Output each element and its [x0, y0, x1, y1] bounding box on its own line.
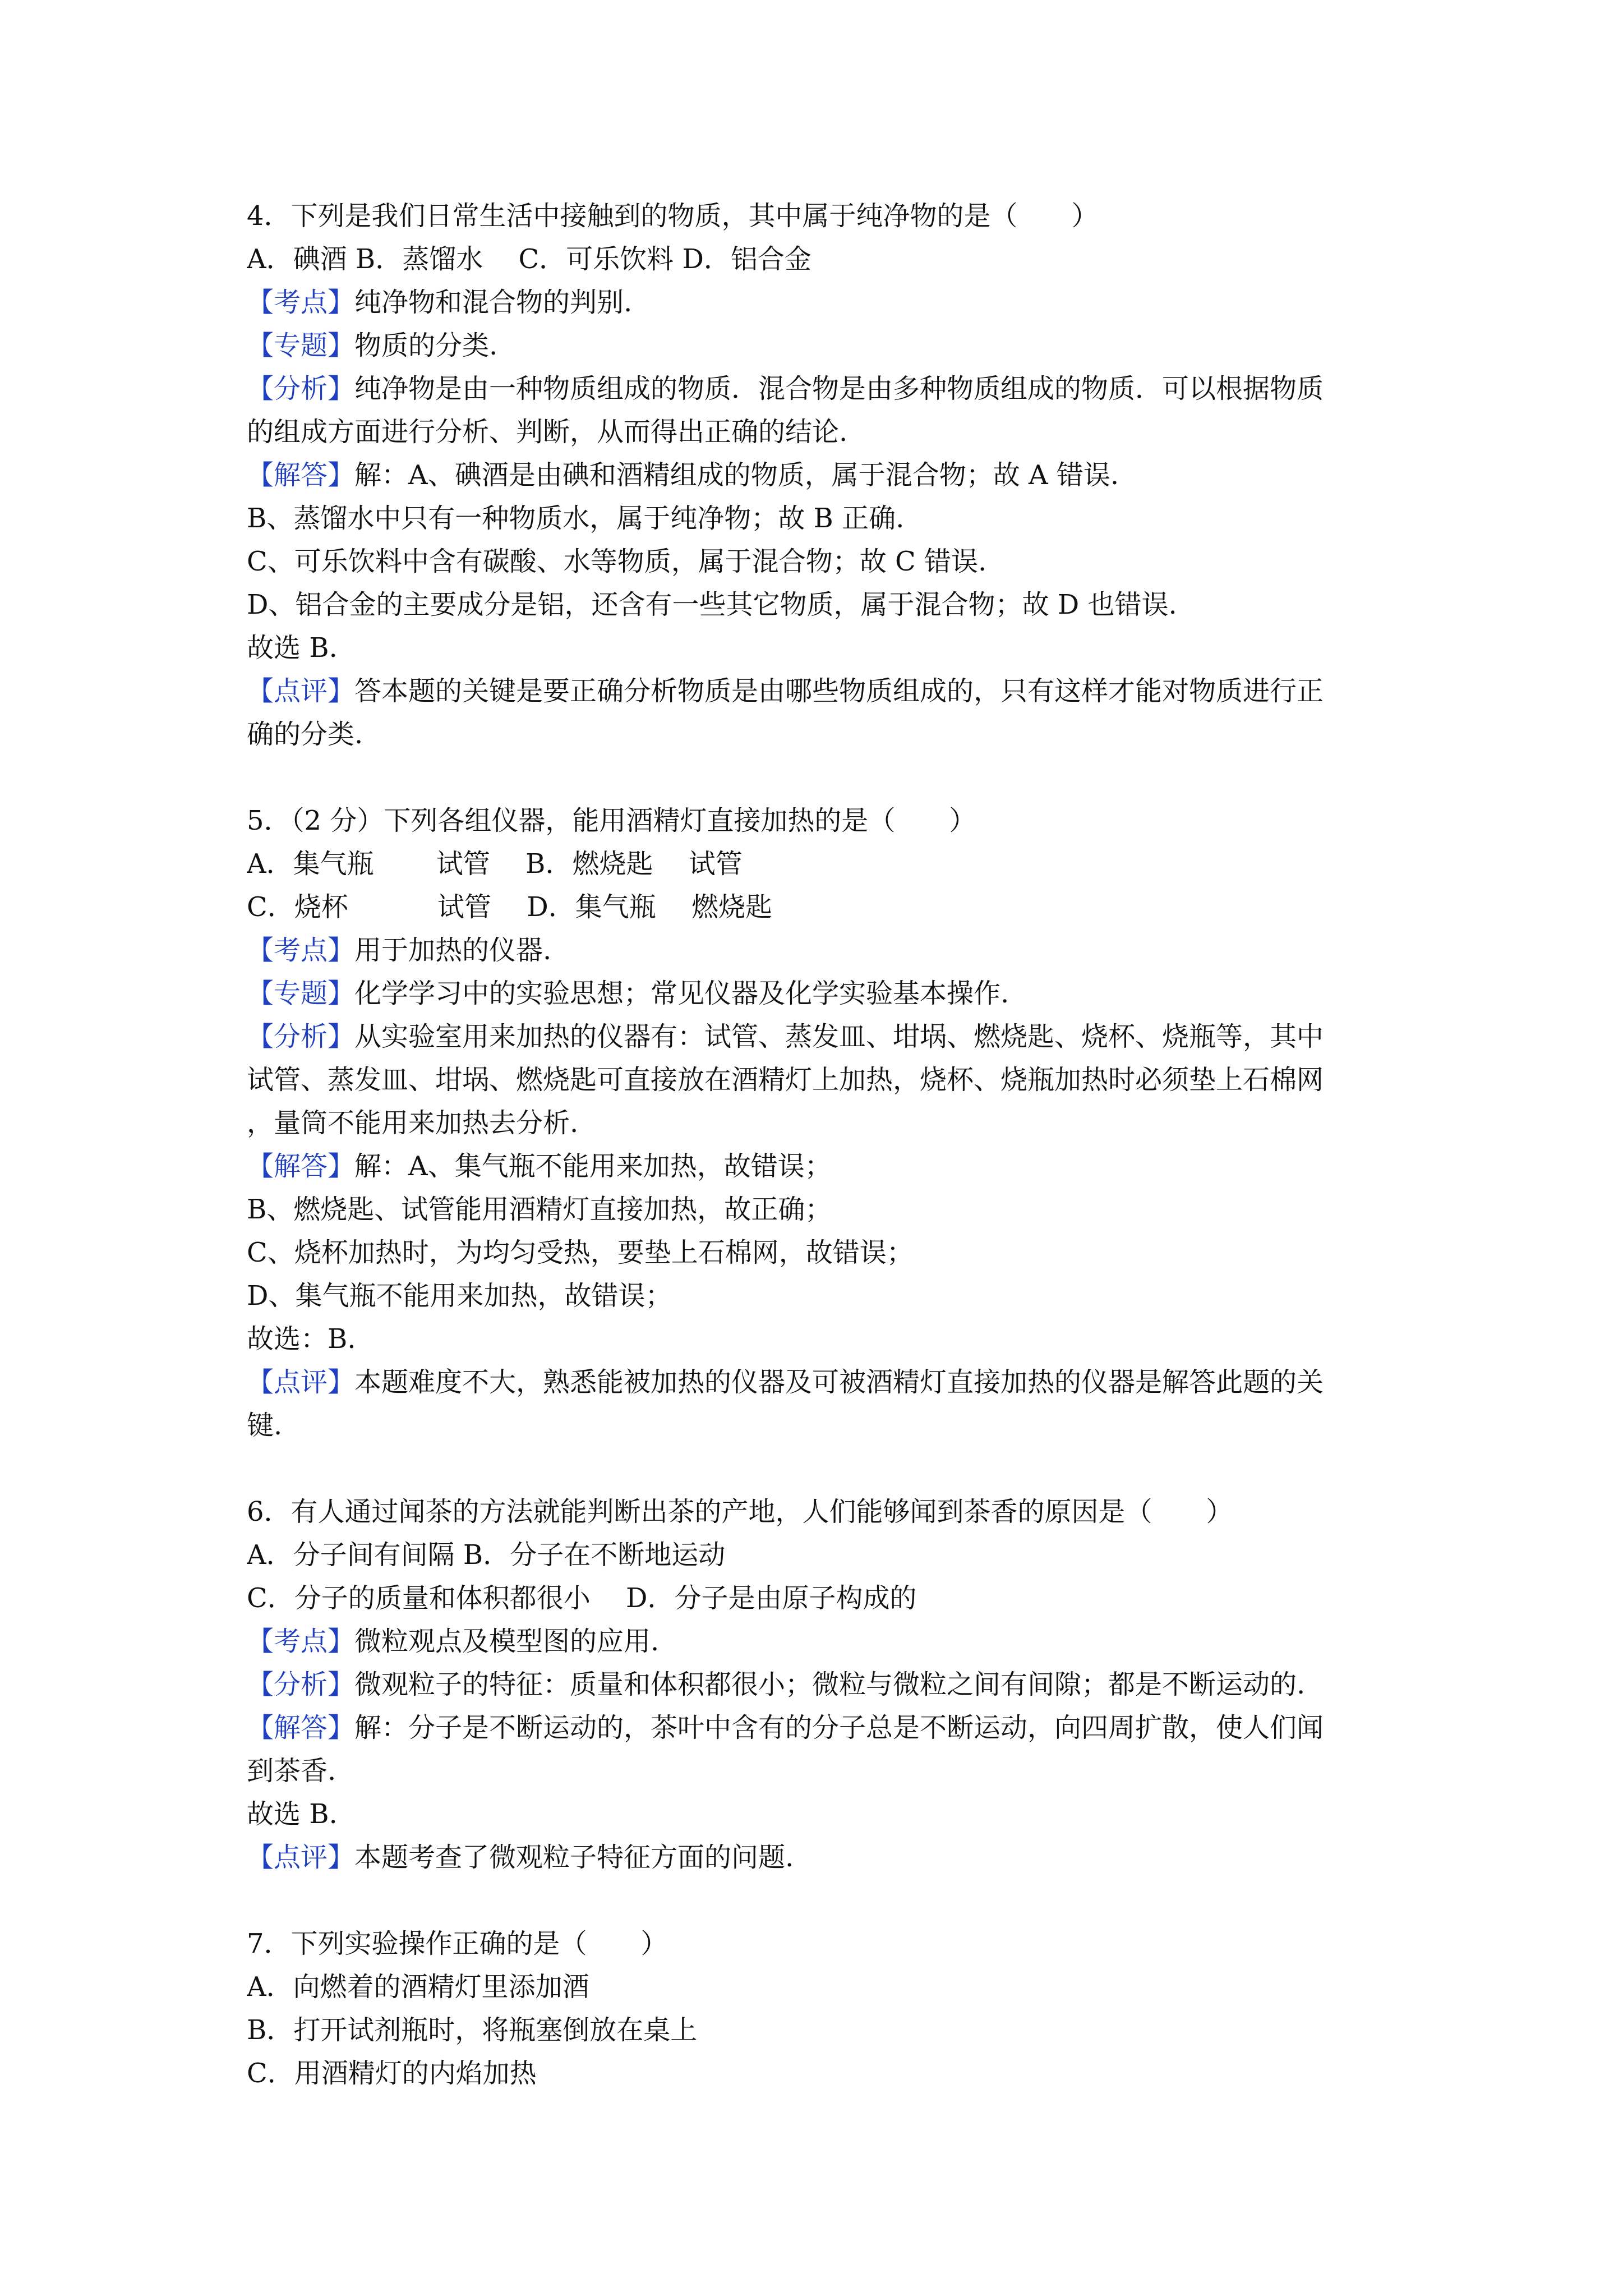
- section-line: [247, 933, 1402, 977]
- section-text: 本题考查了微观粒子特征方面的问题.: [354, 1842, 794, 1873]
- question-gap: [247, 1452, 1402, 1495]
- section-line: [247, 372, 1402, 415]
- section-text: 化学学习中的实验思想；常见仪器及化学实验基本操作.: [354, 978, 1009, 1009]
- section-tag: 【专题】: [247, 330, 355, 361]
- section-line: [247, 1020, 1402, 1063]
- section-text: 用于加热的仪器.: [354, 935, 552, 966]
- section-text: 微粒观点及模型图的应用.: [354, 1626, 660, 1657]
- section-tag: 【解答】: [247, 459, 355, 491]
- section-tag: 【解答】: [247, 1151, 355, 1182]
- text-line: 6．有人通过闻茶的方法就能判断出茶的产地，人们能够闻到茶香的原因是（ ）: [247, 1496, 1233, 1527]
- text-line: B、蒸馏水中只有一种物质水，属于纯净物；故 B 正确.: [247, 503, 905, 534]
- question-block: [247, 1927, 1402, 2100]
- section-text: 解：A、集气瓶不能用来加热，故错误；: [354, 1151, 832, 1182]
- text-line: 键.: [247, 1410, 283, 1441]
- section-tag: 【点评】: [247, 1842, 355, 1873]
- section-tag: 【考点】: [247, 1626, 355, 1657]
- text-line: A．向燃着的酒精灯里添加酒: [247, 1971, 589, 2003]
- section-tag: 【专题】: [247, 978, 355, 1009]
- text-line: 5．（2 分）下列各组仪器，能用酒精灯直接加热的是（ ）: [247, 805, 976, 836]
- section-text: 微观粒子的特征：质量和体积都很小；微粒与微粒之间有间隙；都是不断运动的.: [354, 1669, 1306, 1700]
- section-text: 纯净物是由一种物质组成的物质．混合物是由多种物质组成的物质．可以根据物质: [354, 373, 1324, 404]
- text-line: C．分子的质量和体积都很小 D．分子是由原子构成的: [247, 1582, 917, 1614]
- section-text: 答本题的关键是要正确分析物质是由哪些物质组成的，只有这样才能对物质进行正: [354, 675, 1324, 707]
- text-line: 故选：B.: [247, 1323, 356, 1355]
- text-line: C、烧杯加热时，为均匀受热，要垫上石棉网，故错误；: [247, 1237, 914, 1268]
- text-line: C、可乐饮料中含有碳酸、水等物质，属于混合物；故 C 错误.: [247, 546, 987, 577]
- text-line: 故选 B.: [247, 1798, 338, 1830]
- question-block: [247, 1495, 1402, 1884]
- section-text: 物质的分类.: [354, 330, 498, 361]
- text-line: B、燃烧匙、试管能用酒精灯直接加热，故正确；: [247, 1194, 832, 1225]
- text-line: 7．下列实验操作正确的是（ ）: [247, 1928, 668, 1959]
- text-line: D、集气瓶不能用来加热，故错误；: [247, 1280, 672, 1312]
- section-line: [247, 1625, 1402, 1668]
- section-tag: 【点评】: [247, 675, 355, 707]
- section-tag: 【分析】: [247, 1669, 355, 1700]
- text-line: 的组成方面进行分析、判断，从而得出正确的结论.: [247, 416, 848, 448]
- text-line: A．集气瓶 试管 B．燃烧匙 试管: [247, 848, 743, 880]
- text-line: A．分子间有间隔 B．分子在不断地运动: [247, 1539, 726, 1571]
- question-block: [247, 199, 1402, 761]
- text-line: B．打开试剂瓶时，将瓶塞倒放在桌上: [247, 2014, 698, 2046]
- text-line: ，量筒不能用来加热去分析.: [247, 1107, 579, 1139]
- question-gap: [247, 761, 1402, 804]
- section-text: 解：分子是不断运动的，茶叶中含有的分子总是不断运动，向四周扩散，使人们闻: [354, 1712, 1324, 1743]
- document-content: [247, 199, 1402, 2100]
- text-line: 4．下列是我们日常生活中接触到的物质，其中属于纯净物的是（ ）: [247, 200, 1099, 232]
- section-line: [247, 1841, 1402, 1884]
- section-text: 本题难度不大，熟悉能被加热的仪器及可被酒精灯直接加热的仪器是解答此题的关: [354, 1366, 1324, 1398]
- section-line: [247, 458, 1402, 501]
- section-tag: 【分析】: [247, 373, 355, 404]
- section-line: [247, 1711, 1402, 1754]
- section-line: [247, 1668, 1402, 1711]
- text-line: C．用酒精灯的内焰加热: [247, 2058, 537, 2089]
- section-tag: 【点评】: [247, 1366, 355, 1398]
- text-line: D、铝合金的主要成分是铝，还含有一些其它物质，属于混合物；故 D 也错误.: [247, 589, 1177, 620]
- section-tag: 【考点】: [247, 287, 355, 318]
- section-line: [247, 1149, 1402, 1193]
- section-line: [247, 286, 1402, 329]
- section-tag: 【分析】: [247, 1021, 355, 1052]
- question-gap: [247, 1884, 1402, 1927]
- section-line: [247, 329, 1402, 372]
- question-block: [247, 804, 1402, 1452]
- section-line: [247, 1365, 1402, 1409]
- section-tag: 【解答】: [247, 1712, 355, 1743]
- text-line: C．烧杯 试管 D．集气瓶 燃烧匙: [247, 891, 772, 923]
- section-line: [247, 674, 1402, 717]
- section-text: 解：A、碘酒是由碘和酒精组成的物质，属于混合物；故 A 错误.: [354, 459, 1119, 491]
- text-line: 到茶香.: [247, 1755, 336, 1787]
- text-line: A．碘酒 B．蒸馏水 C．可乐饮料 D．铝合金: [247, 243, 811, 275]
- section-text: 从实验室用来加热的仪器有：试管、蒸发皿、坩埚、燃烧匙、烧杯、烧瓶等，其中: [354, 1021, 1324, 1052]
- section-tag: 【考点】: [247, 935, 355, 966]
- section-line: [247, 977, 1402, 1020]
- text-line: 确的分类.: [247, 719, 363, 750]
- text-line: 试管、蒸发皿、坩埚、燃烧匙可直接放在酒精灯上加热，烧杯、烧瓶加热时必须垫上石棉网: [247, 1064, 1324, 1096]
- text-line: 故选 B.: [247, 632, 338, 664]
- section-text: 纯净物和混合物的判别.: [354, 287, 633, 318]
